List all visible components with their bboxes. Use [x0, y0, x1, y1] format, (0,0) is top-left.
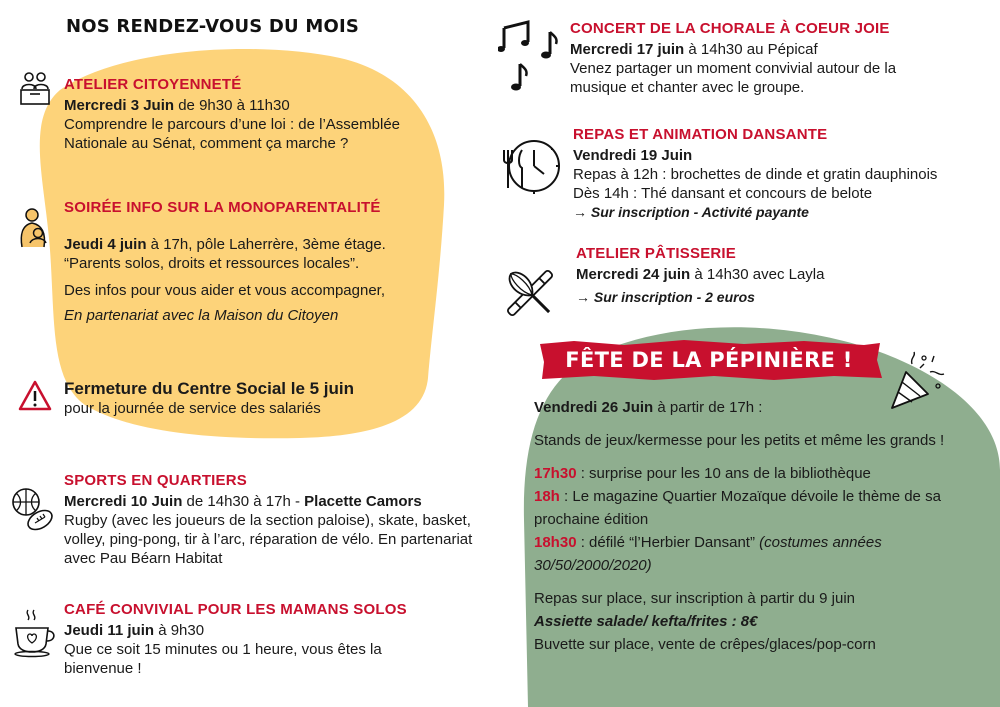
event-help: Des infos pour vous aider et vous accompagner,	[64, 282, 386, 299]
event-heading: CAFÉ CONVIVIAL POUR LES MAMANS SOLOS	[64, 601, 407, 618]
event-patisserie	[576, 245, 956, 307]
event-repas	[573, 126, 993, 222]
event-description: Que ce soit 15 minutes ou 1 heure, vous êtes la bienvenue !	[64, 641, 382, 677]
parent-child-icon	[16, 207, 54, 249]
schedule-note: (costumes années 30/50/2000/2020)	[534, 534, 882, 574]
event-citoyennete	[64, 76, 424, 153]
schedule-text: : Le magazine Quartier Mozaïque dévoile le thème de sa prochaine édition	[534, 488, 941, 528]
event-time: à partir de 17h :	[653, 399, 763, 416]
event-sports	[64, 472, 474, 568]
event-date: Mercredi 10 Juin	[64, 493, 183, 510]
event-description: Comprendre le parcours d’une loi : de l’Assemblée Nationale au Sénat, comment ça marche ?	[64, 116, 401, 152]
event-heading: ATELIER CITOYENNETÉ	[64, 76, 242, 93]
whisk-rolling-pin-icon	[502, 264, 558, 322]
page-title: NOS RENDEZ-VOUS DU MOIS	[66, 16, 360, 37]
event-description: Venez partager un moment convivial autour de la musique et chanter avec le groupe.	[570, 60, 897, 96]
event-cafe	[64, 601, 454, 678]
event-stands: Stands de jeux/kermesse pour les petits et même les grands !	[534, 432, 945, 449]
event-date: Vendredi 19 Juin	[573, 147, 693, 164]
event-time: à 14h30 avec Layla	[690, 266, 825, 283]
event-date: Jeudi 11 juin	[64, 622, 155, 639]
event-line: Repas à 12h : brochettes de dinde et gratin dauphinois	[573, 166, 938, 183]
event-heading: Fermeture du Centre Social le 5 juin	[64, 379, 355, 398]
meal-clock-icon	[500, 136, 562, 196]
event-description: Rugby (avec les joueurs de la section paloise), skate, basket, volley, ping-pong, tir à l’arc, réparation de vélo. En partenariat avec Pau Béarn Habitat	[64, 512, 473, 567]
warning-icon	[18, 380, 52, 412]
event-fermeture	[64, 378, 444, 418]
event-description: pour la journée de service des salariés	[64, 400, 321, 417]
event-date: Mercredi 24 juin	[576, 266, 691, 283]
event-repas-info: Repas sur place, sur inscription à partir du 9 juin	[534, 590, 855, 607]
event-time: à 17h, pôle Laherrère, 3ème étage.	[146, 236, 386, 253]
event-fete	[534, 396, 974, 656]
event-note: → Sur inscription - Activité payante	[573, 204, 809, 220]
event-heading: REPAS ET ANIMATION DANSANTE	[573, 126, 828, 143]
event-time: à 9h30	[154, 622, 205, 639]
event-buvette: Buvette sur place, vente de crêpes/glaces/pop-corn	[534, 636, 876, 653]
event-date: Mercredi 17 juin	[570, 41, 685, 58]
schedule-text: : défilé “l’Herbier Dansant”	[576, 534, 760, 551]
schedule-time: 18h	[534, 488, 560, 505]
event-heading: CONCERT DE LA CHORALE À COEUR JOIE	[570, 20, 890, 37]
fete-banner	[534, 338, 884, 382]
schedule-time: 17h30	[534, 465, 577, 482]
schedule-text: : surprise pour les 10 ans de la bibliothèque	[576, 465, 871, 482]
music-notes-icon	[498, 18, 560, 94]
event-time: à 14h30 au Pépicaf	[684, 41, 818, 58]
event-heading: ATELIER PÂTISSERIE	[576, 245, 737, 262]
event-line: Dès 14h : Thé dansant et concours de belote	[573, 185, 873, 202]
schedule-time: 18h30	[534, 534, 577, 551]
event-heading: SPORTS EN QUARTIERS	[64, 472, 247, 489]
event-partner: En partenariat avec la Maison du Citoyen	[64, 307, 339, 324]
event-heading: SOIRÉE INFO SUR LA MONOPARENTALITÉ	[64, 199, 381, 216]
citizens-ballot-icon	[18, 70, 52, 106]
event-menu: Assiette salade/ kefta/frites : 8€	[534, 613, 758, 630]
sports-balls-icon	[10, 486, 56, 534]
event-description: “Parents solos, droits et ressources locales”.	[64, 255, 360, 272]
event-date: Mercredi 3 Juin	[64, 97, 175, 114]
event-monoparentalite	[64, 199, 439, 325]
event-place: Placette Camors	[304, 493, 422, 510]
event-time: de 9h30 à 11h30	[174, 97, 290, 114]
event-concert	[570, 20, 950, 97]
event-time: de 14h30 à 17h -	[182, 493, 305, 510]
fete-banner-text: FÊTE DE LA PÉPINIÈRE !	[565, 348, 853, 372]
coffee-cup-icon	[12, 606, 58, 658]
event-note: → Sur inscription - 2 euros	[576, 289, 755, 305]
event-date: Vendredi 26 Juin	[534, 399, 654, 416]
event-date: Jeudi 4 juin	[64, 236, 147, 253]
